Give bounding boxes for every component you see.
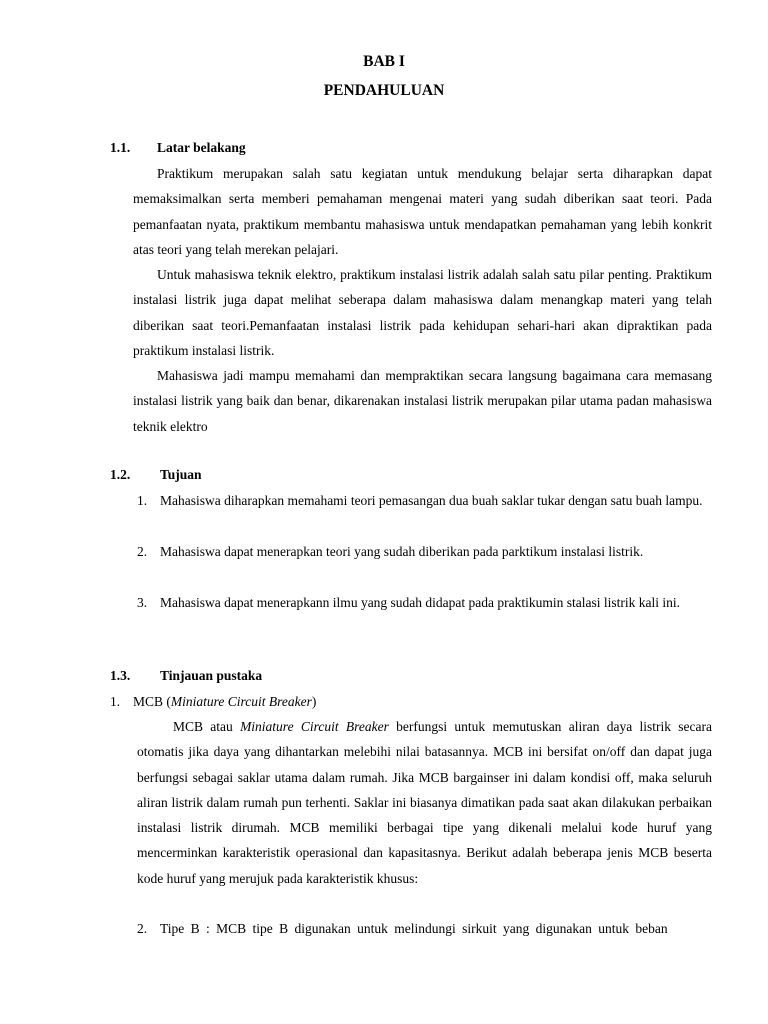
tujuan-item-2-number: 2. bbox=[137, 544, 148, 559]
section-1-2-number: 1.2. bbox=[110, 467, 131, 482]
mcb-desc-body: berfungsi untuk memutuskan aliran daya listrik secara otomatis jika daya yang dihantarkan melebihi nilai batasannya. MCB ini bersifat on/off dan dapat juga berfungsi sebagai saklar utama dalam rumah. Jika MCB bargainser ini dalam kondisi off, maka seluruh aliran listrik dalam rumah pun terhenti. Saklar ini biasanya dimatikan pada saat akan dilakukan perbaikan instalasi listrik dirumah. MCB memiliki berbagai tipe yang dikenali melalui kode huruf yang mencerminkan karakteristik operasional dan kapasitasnya. Berikut adalah beberapa jenis MCB beserta kode huruf yang merujuk pada karakteristik khusus: bbox=[137, 719, 712, 886]
section-1-2-title: Tujuan bbox=[160, 467, 202, 482]
section-1-1-title: Latar belakang bbox=[157, 140, 246, 155]
mcb-description-paragraph bbox=[137, 714, 712, 891]
mcb-label-suffix: ) bbox=[311, 694, 317, 709]
section-1-1-number: 1.1. bbox=[110, 140, 131, 155]
pustaka-item-1-label bbox=[133, 689, 316, 714]
section-1-3-title: Tinjauan pustaka bbox=[160, 668, 263, 683]
chapter-title: PENDAHULUAN bbox=[323, 82, 445, 99]
mcb-label-prefix: MCB ( bbox=[133, 694, 171, 709]
tujuan-item-2-text: Mahasiswa dapat menerapkan teori yang sudah diberikan pada parktikum instalasi listrik. bbox=[160, 544, 644, 559]
mcb-desc-italic: Miniature Circuit Breaker bbox=[240, 719, 389, 734]
pustaka-item-1-number: 1. bbox=[110, 694, 121, 709]
tujuan-item-3-number: 3. bbox=[137, 595, 148, 610]
latar-belakang-paragraph-2: Untuk mahasiswa teknik elektro, praktikum instalasi listrik adalah salah satu pilar penting. Praktikum instalasi listrik juga dapat melihat seberapa dalam mahasiswa dalam menangkap materi yang telah diberikan saat teori.Pemanfaatan instalasi listrik pada kehidupan sehari-hari akan dipraktikan pada praktikum instalasi listrik. bbox=[133, 267, 712, 358]
latar-belakang-paragraph-3: Mahasiswa jadi mampu memahami dan mempraktikan secara langsung bagaimana cara memasang instalasi listrik yang baik dan benar, dikarenakan instalasi listrik merupakan pilar utama padan mahasiswa teknik elektro bbox=[133, 368, 712, 434]
section-1-3-number: 1.3. bbox=[110, 668, 131, 683]
pustaka-item-2-text: Tipe B : MCB tipe B digunakan untuk melindungi sirkuit yang digunakan untuk beban bbox=[160, 921, 668, 936]
pustaka-item-2-number: 2. bbox=[137, 921, 148, 936]
mcb-label-italic: Miniature Circuit Breaker bbox=[170, 694, 312, 709]
mcb-desc-prefix: MCB atau bbox=[173, 719, 241, 734]
latar-belakang-paragraph-1: Praktikum merupakan salah satu kegiatan untuk mendukung belajar serta diharapkan dapat memaksimalkan serta memberi pemahaman mengenai materi yang sudah diberikan saat teori. Pada pemanfaatan nyata, praktikum membantu mahasiswa untuk mendapatkan pemahaman yang lebih konkrit atas teori yang telah merekan pelajari. bbox=[133, 166, 712, 257]
tujuan-item-1-number: 1. bbox=[137, 493, 148, 508]
tujuan-item-3-text: Mahasiswa dapat menerapkann ilmu yang sudah didapat pada praktikumin stalasi listrik kali ini. bbox=[160, 595, 681, 610]
chapter-label: BAB I bbox=[363, 53, 405, 70]
tujuan-item-1-text: Mahasiswa diharapkan memahami teori pemasangan dua buah saklar tukar dengan satu buah lampu. bbox=[160, 493, 703, 508]
